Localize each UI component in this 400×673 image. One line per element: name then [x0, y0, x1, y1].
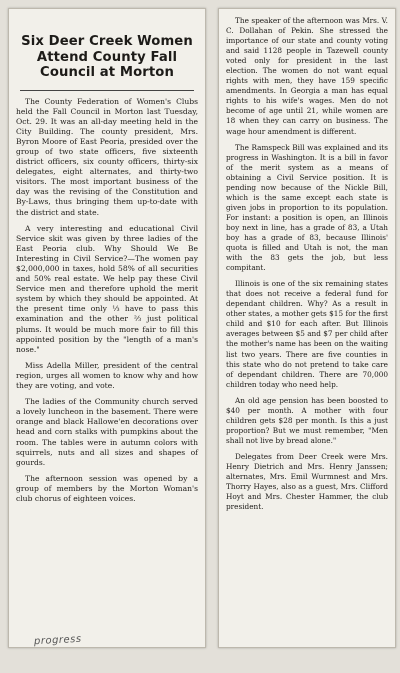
clipping-right-column	[218, 8, 396, 648]
clipping-left-column	[8, 8, 206, 648]
handwritten-annotation: progress	[33, 633, 82, 648]
article-paragraph: The County Federation of Women's Clubs held the Fall Council in Morton last Tuesday, Oct. 29. It was an all-day meeting held in the City Building. The county president, Mrs. Byron Moore of East Peoria, presided over the group of two state officers, five sixteenth district officers, six county officers, thirty-six delegates, eight alternates, and thirty-two visitors. The most important business of the day was the revising of the Constitution and By-Laws, thus bringing them up-to-date with the district and state.	[16, 96, 198, 217]
article-paragraph: Delegates from Deer Creek were Mrs. Henry Dietrich and Mrs. Henry Janssen; alternates, Mrs. Emil Wurmnest and Mrs. Thorry Hayes, also as a guest, Mrs. Clifford Hoyt and Mrs. Chester Hammer, the club president.	[226, 451, 388, 512]
article-paragraph: The afternoon session was opened by a group of members by the Morton Woman's club chorus of eighteen voices.	[16, 473, 198, 503]
headline-rule	[20, 90, 194, 91]
headline	[16, 34, 198, 81]
article-paragraph: An old age pension has been boosted to $40 per month. A mother with four children gets $28 per month. Is this a just proportion? But we must remember, "Men shall not live by bread alone."	[226, 395, 388, 445]
headline-line: Council at Morton	[40, 65, 174, 80]
headline-line: Attend County Fall	[36, 49, 178, 65]
article-paragraph: A very interesting and educational Civil Service skit was given by three ladies of the East Peoria club. Why Should We Be Interesting in Civil Service?—The women pay $2,000,000 in taxes, hold 58% of all securities and 50% real estate. We help pay these Civil Service men and therefore uphold the merit system by which they should be appointed. At the present time only ⅓ have to pass this examination and the other ⅔ just political plums. It would be much more fair to fill this appointed position by the "length of a man's nose."	[16, 223, 198, 354]
article-paragraph: Illinois is one of the six remaining states that does not receive a federal fund for dependant children. Why? As a result in other states, a mother gets $15 for the first child and $10 for each after. But Illinois averages between $5 and $7 per child after the mother's name has been on the waiting list two years. There are five counties in this state who do not pretend to take care of dependant children. There are 70,000 children today who need help.	[226, 279, 388, 389]
headline-line: Six Deer Creek Women	[21, 34, 193, 49]
article-paragraph: The ladies of the Community church served a lovely luncheon in the basement. There were orange and black Hallowe'en decorations over head and corn stalks with pumpkins about the room. The tables were in autumn colors with squirrels, nuts and all sizes and shapes of gourds.	[16, 397, 198, 467]
article-paragraph: The Ramspeck Bill was explained and its progress in Washington. It is a bill in favor of the merit system as a means of obtaining a Civil Service position. It is pending now because of the Nickle Bill, which is the same except each state is given jobs in proportion to its population. For instant: a position is open, an Illinois boy next in line, has a grade of 83, a Utah boy has a grade of 83, because Illinois' quota is filled and Utah is not, the man with the 83 gets the job, but less compitant.	[226, 142, 388, 273]
article-paragraph: Miss Adella Miller, president of the central region, urges all women to know why and how they are voting, and vote.	[16, 360, 198, 391]
article-paragraph: The speaker of the afternoon was Mrs. V. C. Dollahan of Pekin. She stressed the importance of our state and county voting and said 1128 people in Tazewell county voted only for president in the last election. The women do not want equal rights with men, they have 159 specific amendments. In Georgia a man has equal rights to his wife's wages. Men do not become of age until 21, while women are 18 when they can carry on business. The wage hour amendment is different.	[226, 16, 388, 136]
